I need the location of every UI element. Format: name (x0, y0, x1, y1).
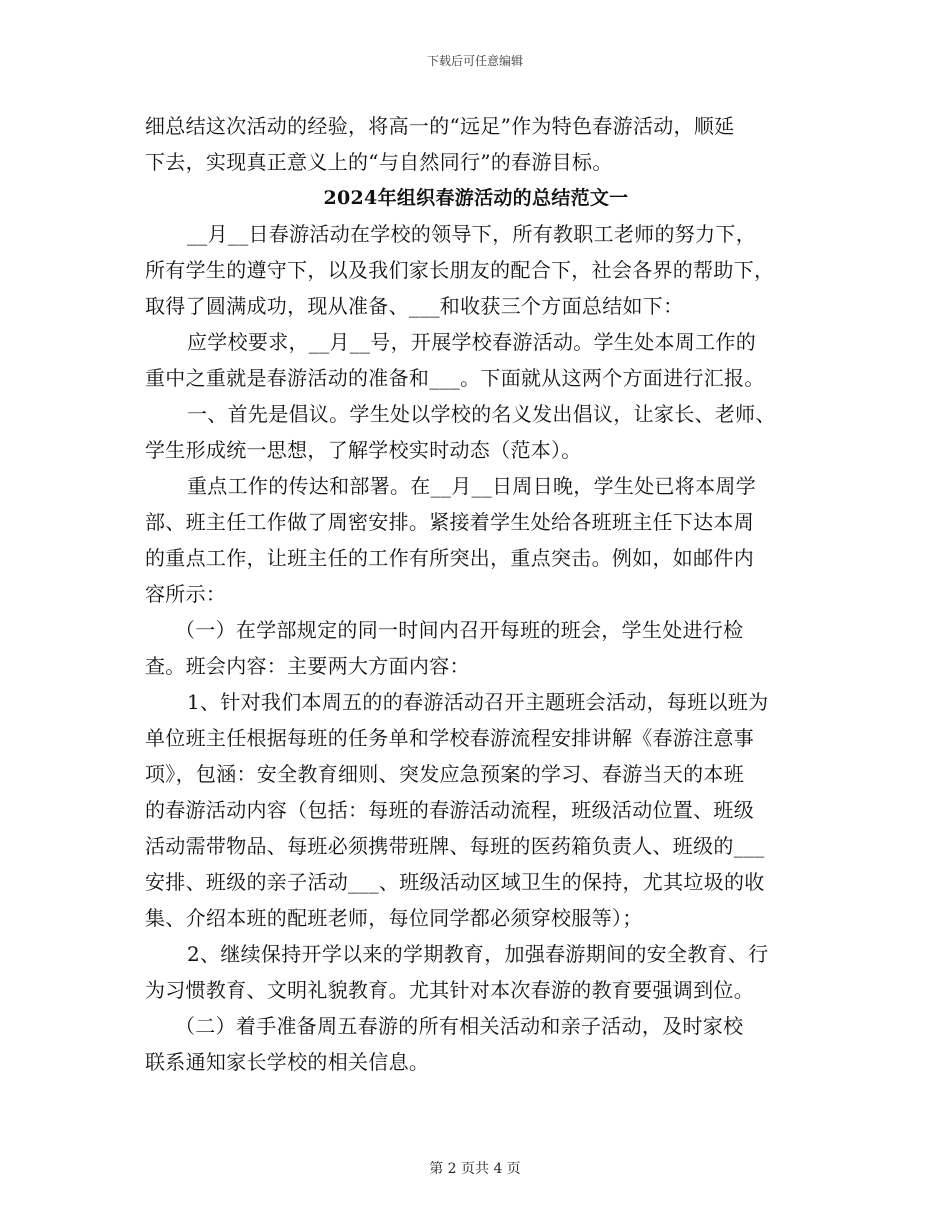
paragraph-line: 集、介绍本班的配班老师，每位同学都必须穿校服等）； (145, 906, 643, 930)
paragraph-line: 所有学生的遵守下，以及我们家长朋友的配合下，社会各界的帮助下， (145, 258, 775, 282)
paragraph-line: 查。班会内容：主要两大方面内容： (145, 654, 470, 678)
paragraph-line: 容所示： (145, 582, 227, 606)
paragraph-line: 部、班主任工作做了周密安排。紧接着学生处给各班班主任下达本周 (145, 510, 754, 534)
paragraph-line: 的春游活动内容（包括：每班的春游活动流程，班级活动位置、班级 (145, 798, 754, 822)
page-footer: 第 2 页共 4 页 (429, 1161, 521, 1177)
paragraph-line: 重点工作的传达和部署。在__月__日周日晚，学生处已将本周学 (187, 474, 756, 498)
paragraph-line: 单位班主任根据每班的任务单和学校春游流程安排讲解《春游注意事 (145, 726, 754, 750)
paragraph-line: 一、首先是倡议。学生处以学校的名义发出倡议，让家长、老师、 (187, 402, 776, 426)
paragraph-line: 的重点工作，让班主任的工作有所突出，重点突击。例如，如邮件内 (145, 546, 754, 570)
paragraph-line: 下去，实现真正意义上的“与自然同行”的春游目标。 (145, 150, 613, 174)
paragraph-line: __月__日春游活动在学校的领导下，所有教职工老师的努力下， (187, 222, 756, 246)
paragraph-line: 学生形成统一思想，了解学校实时动态（范本）。 (145, 438, 582, 462)
document-body (145, 108, 807, 1080)
paragraph-line: 重中之重就是春游活动的准备和___。下面就从这两个方面进行汇报。 (145, 366, 765, 390)
paragraph-line: （二）着手准备周五春游的所有相关活动和亲子活动，及时家校 (175, 1014, 744, 1038)
paragraph-line: 活动需带物品、每班必须携带班牌、每班的医药箱负责人、班级的___ (145, 834, 765, 858)
page-header: 下载后可任意编辑 (426, 54, 523, 68)
paragraph-line: 应学校要求，__月__号，开展学校春游活动。学生处本周工作的 (187, 330, 756, 354)
document-title: 2024年组织春游活动的总结范文一 (323, 187, 629, 209)
paragraph-line: 安排、班级的亲子活动___、班级活动区域卫生的保持，尤其垃圾的收 (145, 870, 765, 894)
paragraph-line: 1、针对我们本周五的的春游活动召开主题班会活动，每班以班为 (187, 690, 769, 714)
paragraph-line: （一）在学部规定的同一时间内召开每班的班会，学生处进行检 (175, 618, 744, 642)
paragraph-line: 为习惯教育、文明礼貌教育。尤其针对本次春游的教育要强调到位。 (145, 978, 754, 1002)
paragraph-line: 取得了圆满成功，现从准备、___和收获三个方面总结如下： (145, 294, 684, 318)
paragraph-line: 细总结这次活动的经验，将高一的“远足”作为特色春游活动，顺延 (145, 114, 735, 138)
paragraph-line: 2、继续保持开学以来的学期教育，加强春游期间的安全教育、行 (187, 942, 769, 966)
paragraph-line: 联系通知家长学校的相关信息。 (145, 1050, 430, 1074)
paragraph-line: 项》，包涵：安全教育细则、突发应急预案的学习、春游当天的本班 (145, 762, 744, 786)
